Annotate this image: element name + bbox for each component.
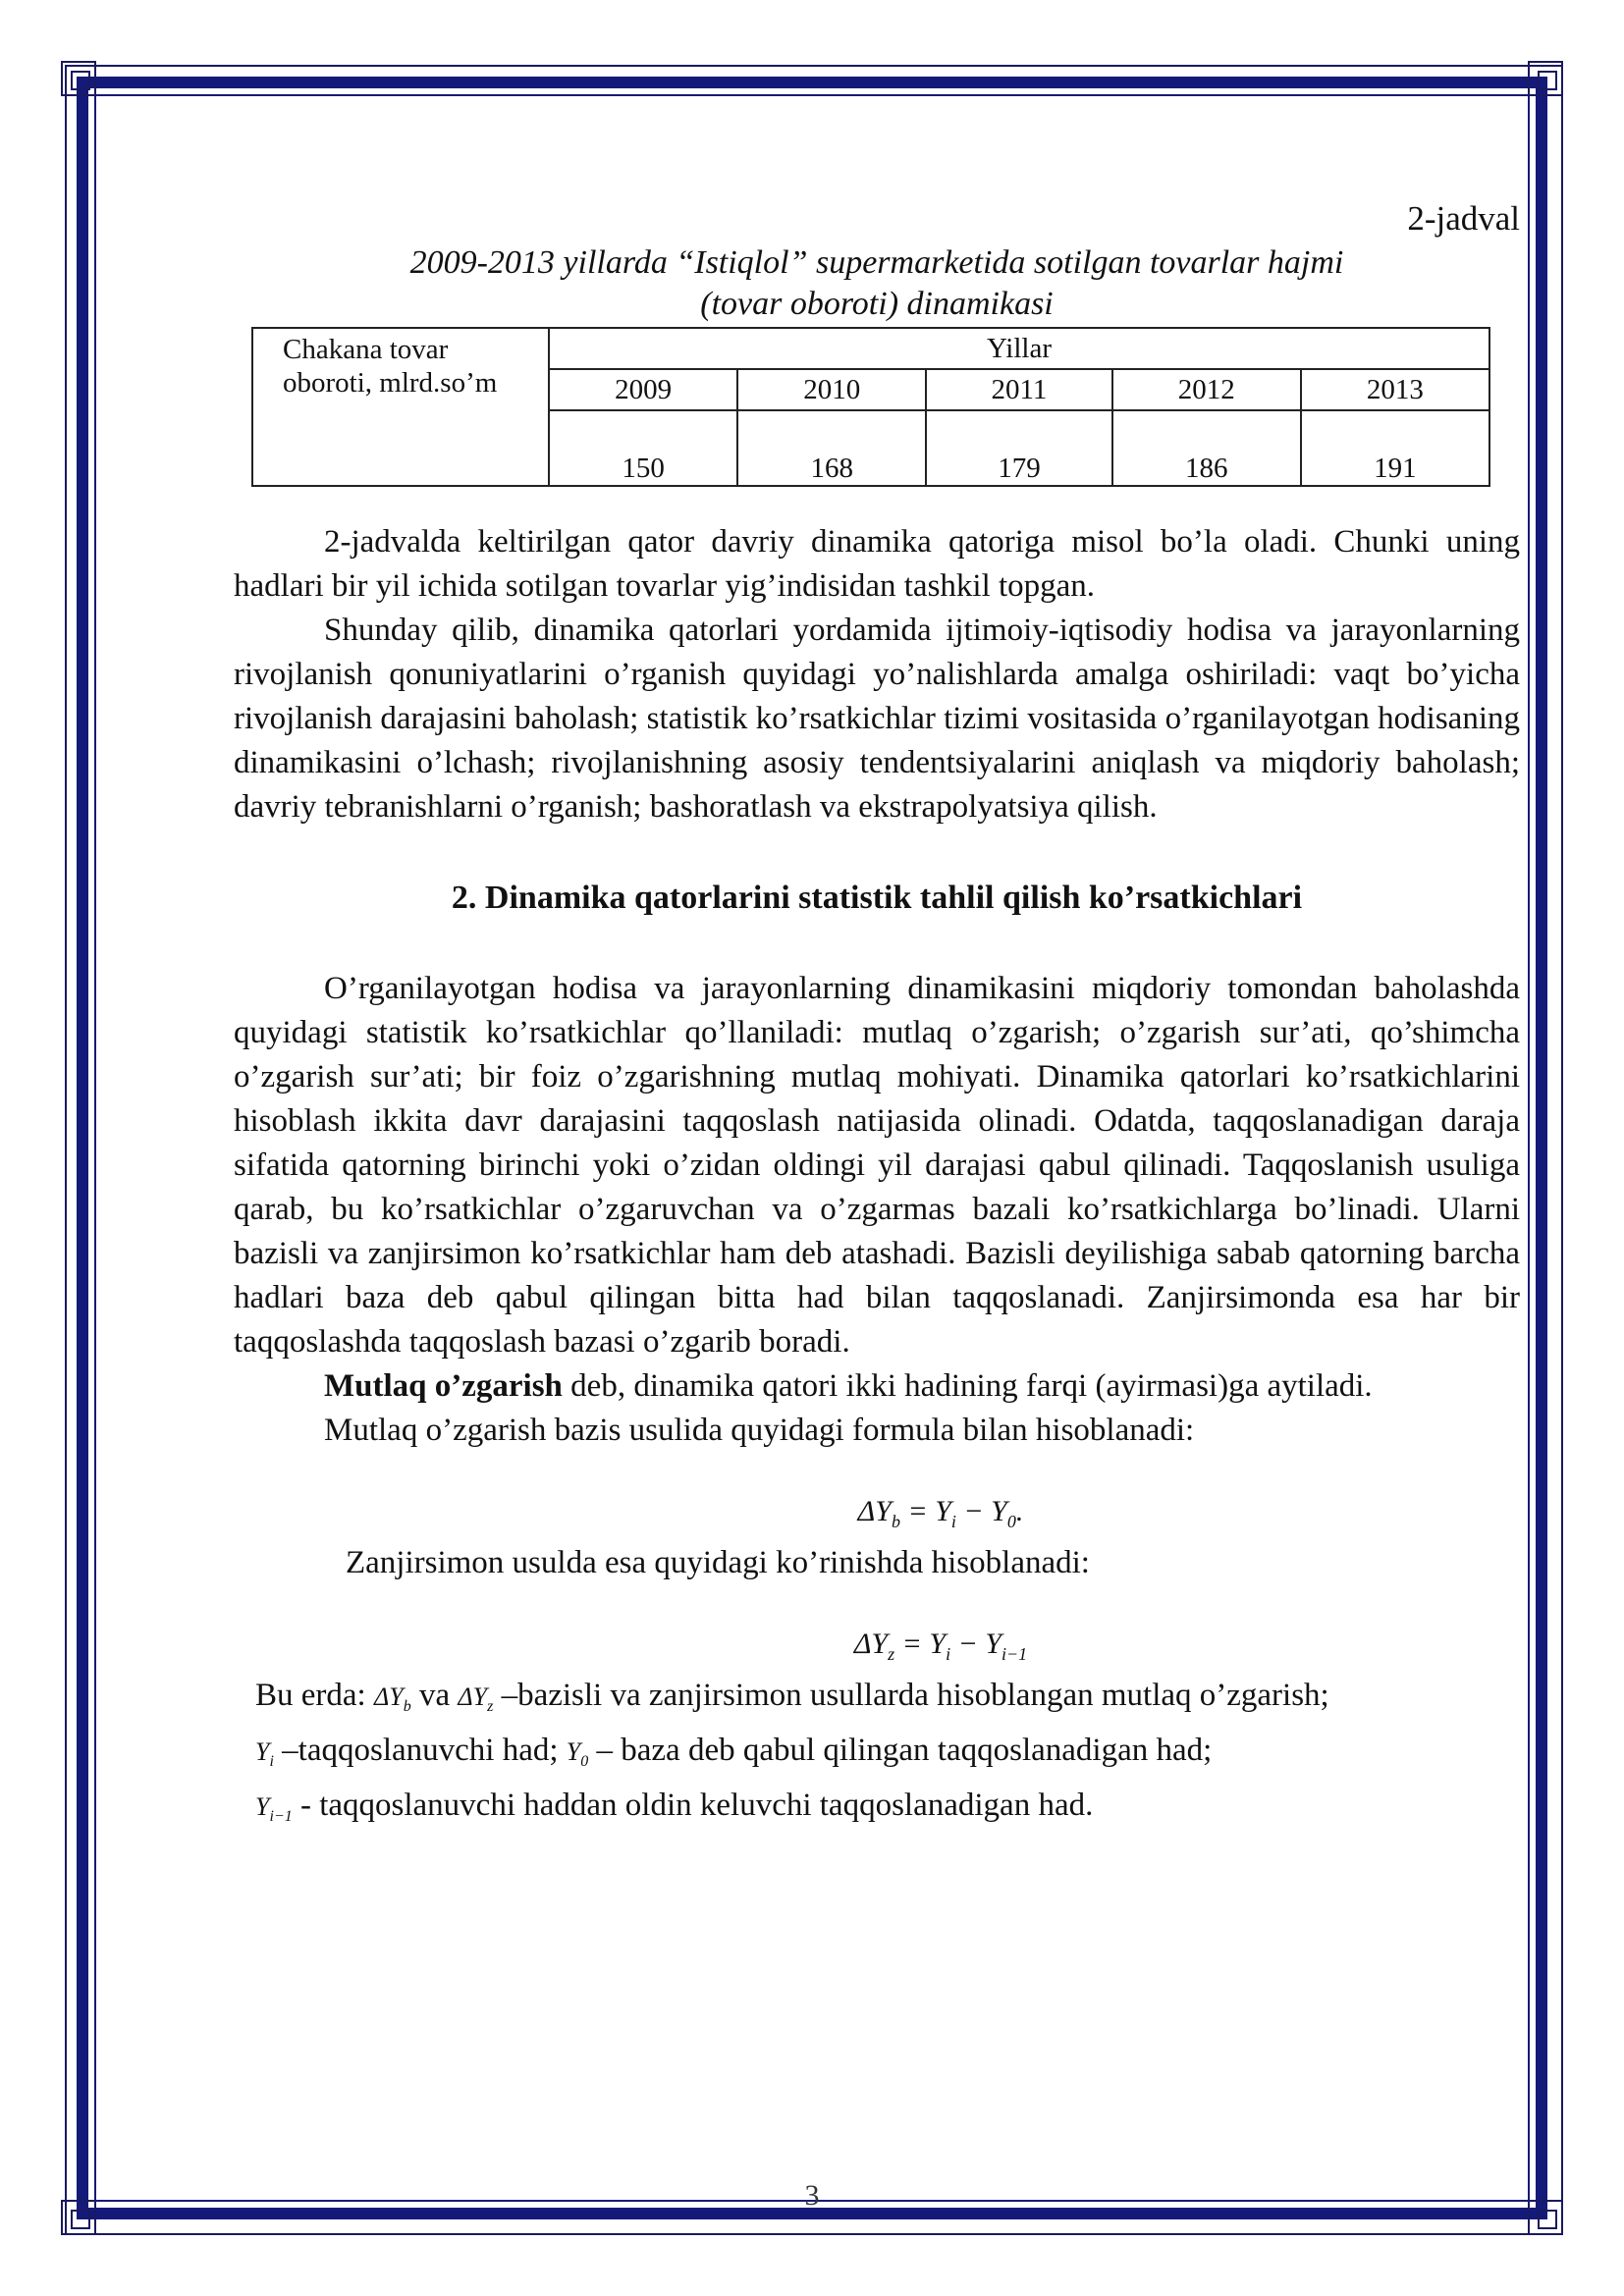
value-cell: 150 <box>549 410 737 486</box>
formula-operator: = <box>899 1495 936 1527</box>
value-cell: 186 <box>1112 410 1301 486</box>
formula-subscript: b <box>891 1512 900 1531</box>
legend-line <box>255 1729 1520 1784</box>
legend-subscript: i−1 <box>269 1808 293 1826</box>
formula-bazis <box>234 1492 1520 1541</box>
legend-symbol: Y <box>255 1737 270 1767</box>
corner-ornament-top-left <box>61 61 96 96</box>
legend-text: va <box>410 1678 459 1713</box>
definition-paragraph <box>234 1364 1520 1409</box>
legend-text: –taqqoslanuvchi had; <box>273 1733 567 1769</box>
table-caption <box>234 242 1520 325</box>
definition-term: Mutlaq o’zgarish <box>324 1368 563 1404</box>
zanjir-intro: Zanjirsimon usulda esa quyidagi ko’rinishda hisoblanadi: <box>346 1545 1090 1580</box>
legend-line <box>255 1674 1520 1729</box>
formula-operator: = <box>894 1628 930 1660</box>
year-cell: 2010 <box>737 369 926 410</box>
formula-subscript: i <box>946 1644 951 1664</box>
legend-text: – baza deb qabul qilingan taqqoslanadigan had; <box>588 1733 1213 1769</box>
legend-subscript: b <box>403 1698 411 1716</box>
formula-subscript: i−1 <box>1001 1644 1028 1664</box>
paragraph: O’rganilayotgan hodisa va jarayonlarning dinamikasini miqdoriy tomondan baholashda quyidagi statistik ko’rsatkichlar qo’llaniladi: mutlaq o’zgarish; o’zgarish sur’ati, qo’shimcha o’zgarish sur’ati; bir foiz o’zgarishning mutlaq mohiyati. Dinamika qatorlari ko’rsatkichlarini hisoblash ikkita davr darajasini taqqoslash natijasida olinadi. Odatda, taqqoslanadigan daraja sifatida qatorning birinchi yoki o’zidan oldingi yil darajasi qabul qilinadi. Taqqoslanish usuliga qarab, bu ko’rsatkichlar o’zgaruvchan va o’zgarmas bazali ko’rsatkichlarga bo’linadi. Ularni bazisli va zanjirsimon ko’rsatkichlar ham deb atashadi. Bazisli deyilishiga sabab qatorning barcha hadlari baza deb qabul qilingan bitta had bilan taqqoslanadi. Zanjirsimonda esa har bir taqqoslashda taqqoslash bazasi o’zgarib boradi. <box>234 971 1520 1360</box>
legend <box>234 1674 1520 1840</box>
legend-symbol: ΔY <box>373 1682 404 1711</box>
paragraph: Shunday qilib, dinamika qatorlari yordamida ijtimoiy-iqtisodiy hodisa va jarayonlarning rivojlanish qonuniyatlarini o’rganish quyidagi yo’nalishlarda amalga oshiriladi: vaqt bo’yicha rivojlanish darajasini baholash; statistik ko’rsatkichlar tizimi vositasida o’rganilayotgan hodisaning dinamikasini o’lchash; rivojlanishning asosiy tendentsiyalarini aniqlash va miqdoriy baholash; davriy tebranishlarni o’rganish; bashoratlash va ekstrapolyatsiya qilish. <box>234 613 1520 825</box>
legend-text: –bazisli va zanjirsimon usullarda hisoblangan mutlaq o’zgarish; <box>493 1678 1329 1713</box>
legend-text: - taqqoslanuvchi haddan oldin keluvchi taqqoslanadigan had. <box>292 1788 1094 1824</box>
table-caption-line2: (tovar oboroti) dinamikasi <box>700 286 1054 322</box>
page-number: 3 <box>804 2179 820 2212</box>
formula-symbol: ΔY <box>853 1628 889 1660</box>
value-cell: 179 <box>926 410 1111 486</box>
formula-operator: − <box>955 1495 992 1527</box>
section-title: 2. Dinamika qatorlarini statistik tahlil qilish ko’rsatkichlari <box>451 880 1303 916</box>
group-header: Yillar <box>549 328 1489 369</box>
legend-text: Bu erda: <box>255 1678 374 1713</box>
value-cell: 191 <box>1301 410 1489 486</box>
formula-symbol: Y <box>935 1495 951 1527</box>
legend-symbol: ΔY <box>458 1682 488 1711</box>
formula-zanjir <box>234 1625 1520 1674</box>
formula-subscript: 0 <box>1006 1512 1016 1531</box>
formula-operator: − <box>950 1628 986 1660</box>
legend-symbol: Y <box>255 1792 270 1822</box>
data-table <box>251 327 1490 487</box>
year-cell: 2009 <box>549 369 737 410</box>
formula-symbol: Y <box>929 1628 947 1660</box>
table-number: 2-jadval <box>1407 199 1520 238</box>
legend-subscript: i <box>269 1753 274 1771</box>
year-cell: 2011 <box>926 369 1111 410</box>
formula-symbol: Y <box>985 1628 1002 1660</box>
year-cell: 2013 <box>1301 369 1489 410</box>
value-cell: 168 <box>737 410 926 486</box>
legend-symbol: Y <box>566 1737 581 1767</box>
paragraph: 2-jadvalda keltirilgan qator davriy dinamika qatoriga misol bo’la oladi. Chunki uning hadlari bir yil ichida sotilgan tovarlar yig’indisidan tashkil topgan. <box>234 524 1520 604</box>
year-cell: 2012 <box>1112 369 1301 410</box>
page-content <box>234 196 1520 1840</box>
formula-operator: . <box>1015 1495 1024 1527</box>
formula-symbol: Y <box>991 1495 1007 1527</box>
formula-subscript: z <box>888 1644 895 1664</box>
legend-line <box>255 1784 1520 1839</box>
table-row <box>252 328 1489 369</box>
corner-ornament-top-right <box>1528 61 1563 96</box>
row-header: Chakana tovar oboroti, mlrd.so’m <box>252 328 549 486</box>
formula-symbol: ΔY <box>857 1495 892 1527</box>
legend-subscript: z <box>487 1698 494 1716</box>
table-caption-line1: 2009-2013 yillarda “Istiqlol” supermarketida sotilgan tovarlar hajmi <box>409 244 1344 281</box>
formula-intro: Mutlaq o’zgarish bazis usulida quyidagi formula bilan hisoblanadi: <box>324 1413 1195 1448</box>
formula-subscript: i <box>950 1512 956 1531</box>
definition-text: deb, dinamika qatori ikki hadining farqi (ayirmasi)ga aytiladi. <box>562 1368 1373 1404</box>
legend-subscript: 0 <box>580 1753 589 1771</box>
